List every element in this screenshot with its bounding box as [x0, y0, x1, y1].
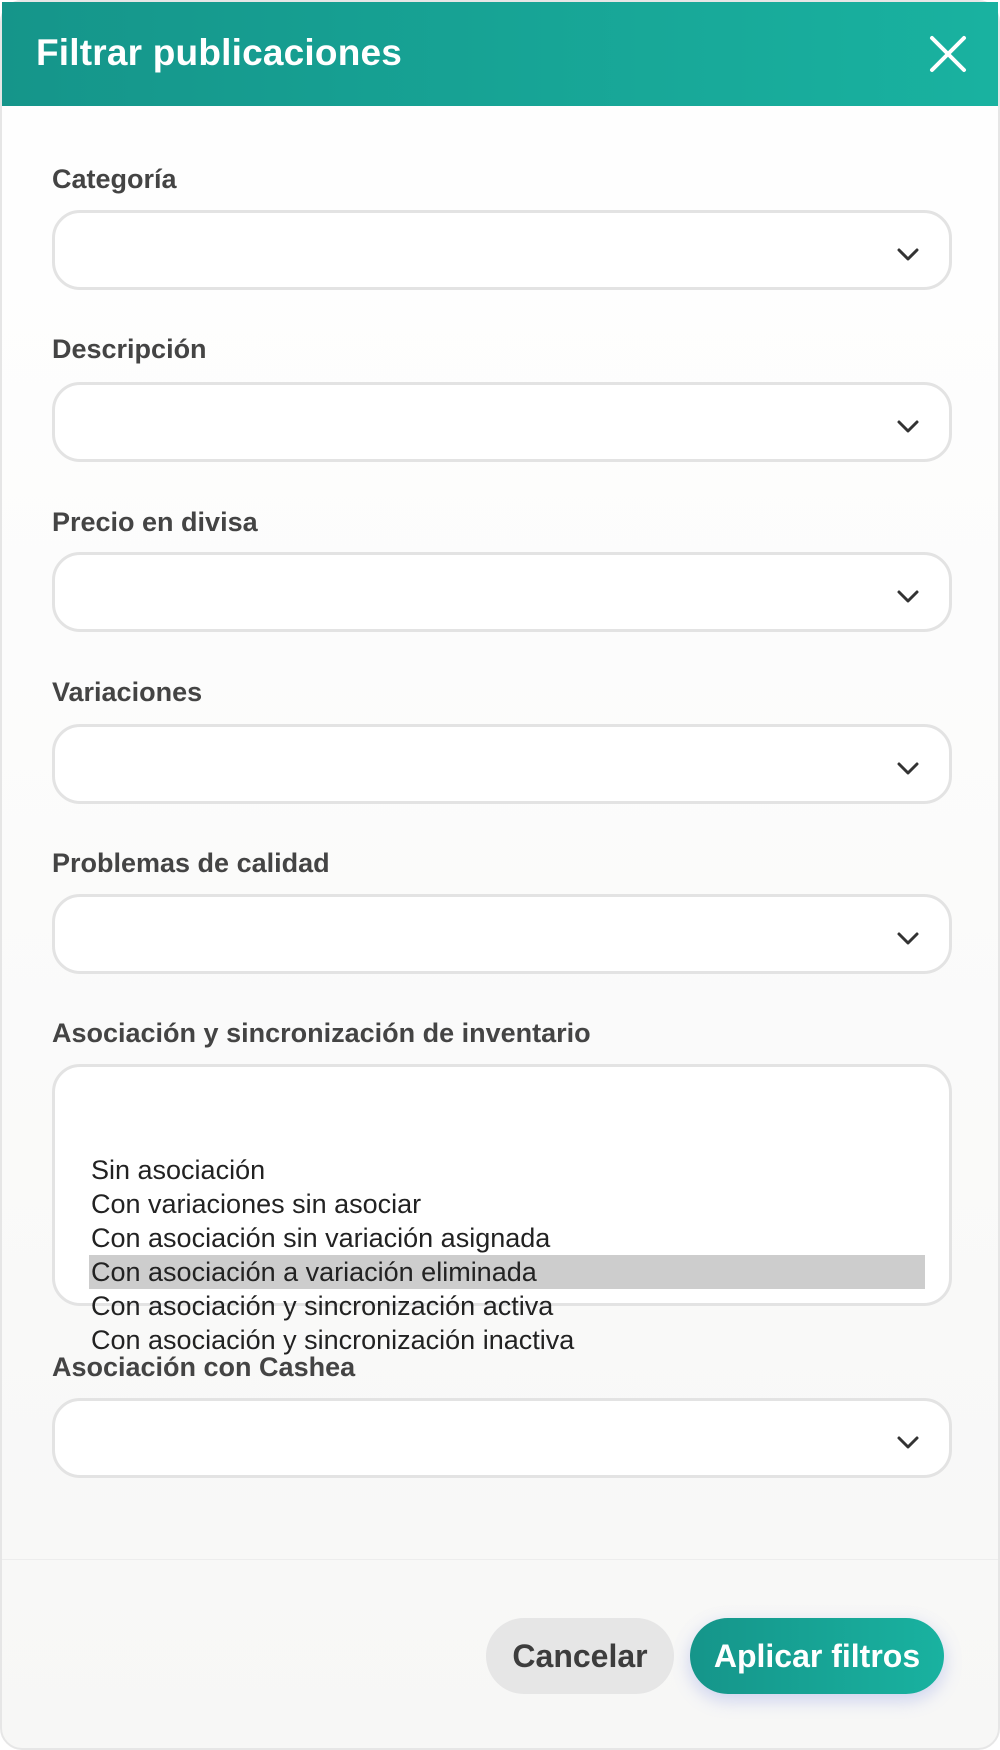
listbox-option[interactable]: Con asociación y sincronización inactiva [91, 1325, 575, 1355]
footer-divider [2, 1559, 998, 1560]
close-icon [926, 32, 970, 76]
chevron-down-icon [895, 241, 921, 267]
dialog-header [2, 2, 998, 106]
asociacion-options [89, 1119, 925, 1357]
precio-label: Precio en divisa [52, 507, 258, 537]
listbox-option-selected[interactable]: Con asociación a variación eliminada [89, 1255, 925, 1289]
listbox-option[interactable]: Con asociación sin variación asignada [91, 1223, 551, 1253]
descripcion-select[interactable] [52, 382, 952, 462]
apply-filters-button[interactable]: Aplicar filtros [690, 1618, 944, 1694]
chevron-down-icon [895, 583, 921, 609]
calidad-label: Problemas de calidad [52, 848, 330, 878]
cashea-label: Asociación con Cashea [52, 1352, 356, 1382]
dialog-title: Filtrar publicaciones [36, 32, 403, 73]
categoria-label: Categoría [52, 164, 177, 194]
asociacion-label: Asociación y sincronización de inventario [52, 1018, 591, 1048]
chevron-down-icon [895, 755, 921, 781]
chevron-down-icon [895, 925, 921, 951]
asociacion-listbox[interactable] [52, 1064, 952, 1355]
variaciones-label: Variaciones [52, 677, 203, 707]
close-button[interactable] [926, 32, 970, 76]
listbox-option-empty[interactable] [89, 1119, 925, 1153]
cashea-select[interactable] [52, 1398, 952, 1478]
cancel-button[interactable]: Cancelar [486, 1618, 674, 1694]
listbox-option[interactable]: Con asociación y sincronización activa [91, 1291, 554, 1321]
chevron-down-icon [895, 1429, 921, 1455]
listbox-option[interactable]: Con variaciones sin asociar [91, 1189, 422, 1219]
categoria-select[interactable] [52, 210, 952, 290]
precio-select[interactable] [52, 552, 952, 632]
variaciones-select[interactable] [52, 724, 952, 804]
calidad-select[interactable] [52, 894, 952, 974]
chevron-down-icon [895, 413, 921, 439]
descripcion-label: Descripción [52, 334, 207, 364]
listbox-option[interactable]: Sin asociación [91, 1155, 266, 1185]
